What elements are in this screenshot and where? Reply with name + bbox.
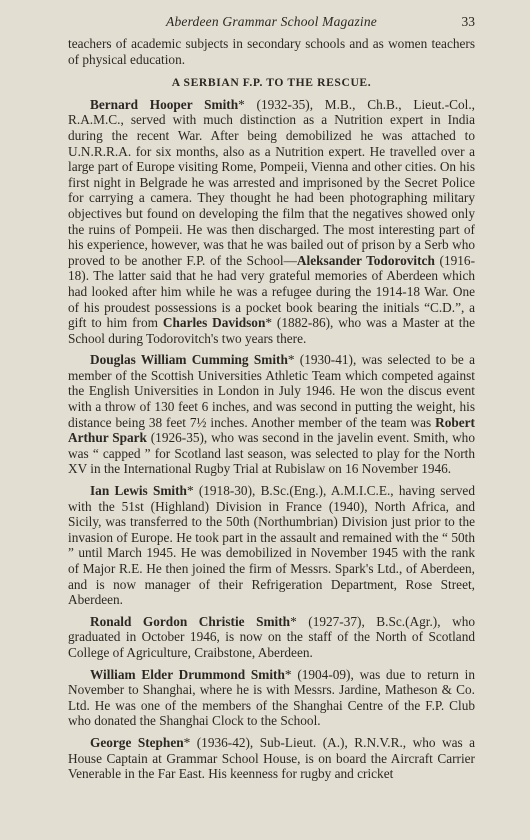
- paragraph-text: (1916-18). The latter said that he had very grateful memories of Aberdeen which had looked after him while he was a refugee during the 1914-18 War. One of his proudest possessions is a pocket book bearing the initials “C.D.”, a gift to him from: [68, 252, 475, 331]
- paragraph-ian-smith: [68, 483, 475, 608]
- person-name: Douglas William Cumming Smith: [90, 352, 288, 368]
- person-name: George Stephen: [90, 734, 184, 750]
- person-name: Robert Arthur Spark: [68, 414, 475, 446]
- paragraph-text: * (1930-41), was selected to be a member of the Scottish Universities Athletic Team which competed against the English Universities in London in July 1946. He won the discus event with a throw of 130 feet 6 inches, and was second in putting the weight, his distance being 38 feet 7½ inches. Another member of the team was: [68, 352, 475, 430]
- person-name: Ian Lewis Smith: [90, 483, 187, 499]
- section-heading: A SERBIAN F.P. TO THE RESCUE.: [171, 76, 372, 90]
- paragraph-text: * (1918-30), B.Sc.(Eng.), A.M.I.C.E., having served with the 51st (Highland) Division in France (1940), North Africa, and Sicily, was transferred to the 50th (Northumbrian) Division just prior to the invasion of Europe. He took part in the assault and remained with the “ 50th ” until March 1945. He was demobilized in November 1945 with the rank of Major R.E. He then joined the firm of Messrs. Spark's Ltd., of Aberdeen, and is now manager of their Refrigeration Department, Rose Street, Aberdeen.: [68, 483, 475, 608]
- magazine-title: Aberdeen Grammar School Magazine: [166, 14, 377, 29]
- person-name: Ronald Gordon Christie Smith: [90, 613, 291, 629]
- paragraph-text: * (1904-09), was due to return in November to Shanghai, where he is with Messrs. Jardine, Matheson & Co. Ltd. He was one of the members of the Shanghai Centre of the F.P. Club who donated the Shanghai Clock to the School.: [68, 666, 475, 729]
- paragraph-text: * (1932-35), M.B., Ch.B., Lieut.-Col., R.A.M.C., served with much distinction as a Nutrition expert in India during the recent War. After being demobilized he was attached to U.N.R.R.A. for six months, also as a Nutrition expert. He travelled over a large part of Europe visiting Rome, Pompeii, Vienna and other cities. On his first night in Belgrade he was arrested and imprisoned by the Secret Police for carrying a camera. They thought he had been photographing military objectives but found on developing the film that the negatives showed only the ruins of Pompeii. He was then discharged. The most interesting part of his experience, however, was that he was bailed out of prison by a Serb who proved to be another F.P. of the School—: [68, 96, 475, 268]
- person-name: William Elder Drummond Smith: [90, 666, 285, 682]
- paragraph-douglas-smith: [68, 352, 475, 477]
- running-header: [68, 14, 475, 36]
- person-name: Aleksander Todorovitch: [296, 252, 435, 268]
- paragraph-ronald-smith: [68, 614, 475, 661]
- paragraph-text: * (1927-37), B.Sc.(Agr.), who graduated in October 1946, is now on the staff of the North of Scotland College of Agriculture, Craibstone, Aberdeen.: [68, 613, 475, 660]
- continued-paragraph: teachers of academic subjects in secondary schools and as women teachers of physical education.: [68, 36, 475, 67]
- paragraph-bernard-smith: [68, 97, 475, 347]
- page-number: 33: [461, 14, 475, 29]
- person-name: Charles Davidson: [162, 315, 266, 331]
- article-body: [68, 36, 475, 782]
- paragraph-text: (1926-35), who was second in the javelin event. Smith, who was “ capped ” for Scotland last season, was selected to play for the North XV in the International Rugby Trial at Rubislaw on 16 November 1946.: [68, 430, 475, 477]
- paragraph-william-smith: [68, 667, 475, 729]
- paragraph-text: * (1936-42), Sub-Lieut. (A.), R.N.V.R., who was a House Captain at Grammar School House, is on board the Aircraft Carrier Venerable in the Far East. His keenness for rugby and cricket: [68, 734, 476, 782]
- paragraph-text: * (1882-86), who was a Master at the School during Todorovitch's two years there.: [68, 315, 475, 346]
- person-name: Bernard Hooper Smith: [90, 96, 239, 112]
- paragraph-george-stephen: [68, 735, 475, 782]
